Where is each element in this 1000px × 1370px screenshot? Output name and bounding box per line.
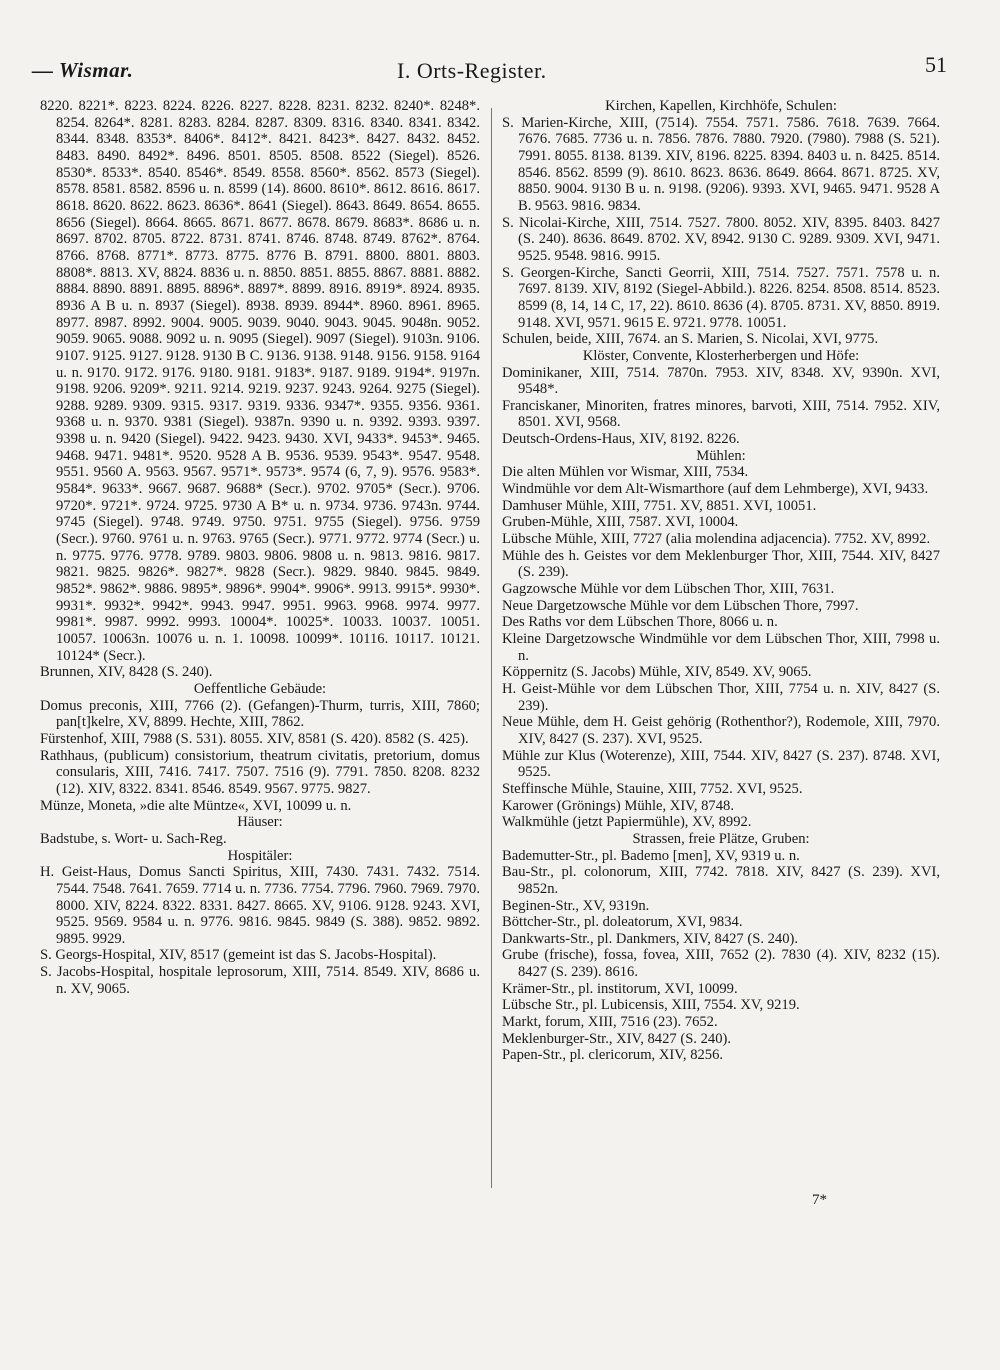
right-index-entry: Deutsch-Ordens-Haus, XIV, 8192. 8226.: [502, 431, 740, 448]
right-index-entry: Mühle zur Klus (Woterenze), XIII, 7544. XIV, 8427 (S. 237). 8748. XVI, 9525.: [502, 747, 940, 781]
left-index-entry: Domus preconis, XIII, 7766 (2). (Gefangen)-Thurm, turris, XIII, 7860; pan[t]kelre, XV, 8899. Hechte, XIII, 7862.: [40, 697, 480, 731]
right-index-entry: Köppernitz (S. Jacobs) Mühle, XIV, 8549. XV, 9065.: [502, 664, 812, 681]
left-index-entry: H. Geist-Haus, Domus Sancti Spiritus, XIII, 7430. 7431. 7432. 7514. 7544. 7548. 7641. 7659. 7714 u. n. 7736. 7754. 7796. 7960. 7969. 7970. 8000. XIV, 8224. 8322. 8331. 8427. 8665. XV, 9106. 9128. 9243. XVI, 9525. 9569. 9584 u. n. 9776. 9816. 9845. 9849 (S. 388). 9852. 9892. 9895. 9929.: [40, 864, 480, 947]
right-index-entry: S. Marien-Kirche, XIII, (7514). 7554. 7571. 7586. 7618. 7639. 7664. 7676. 7685. 7736 u. n. 7856. 7876. 7880. 7920. (7980). 7988 (S. 521). 7991. 8055. 8138. 8139. XIV, 8196. 8225. 8394. 8403 u. n. 8425. 8514. 8546. 8562. 8599 (9). 8610. 8623. 8636. 8649. 8664. 8671. 8725. XV, 8850. 9004. 9130 B u. n. 9198. (9206). 9393. XVI, 9465. 9471. 9528 A B. 9563. 9816. 9834.: [502, 114, 940, 214]
right-index-entry: Krämer-Str., pl. institorum, XVI, 10099.: [502, 980, 738, 997]
right-index-entry: H. Geist-Mühle vor dem Lübschen Thor, XIII, 7754 u. n. XIV, 8427 (S. 239).: [502, 680, 940, 714]
left-index-entry: S. Georgs-Hospital, XIV, 8517 (gemeint ist das S. Jacobs-Hospital).: [40, 947, 437, 964]
right-index-entry: Böttcher-Str., pl. doleatorum, XVI, 9834.: [502, 914, 743, 931]
right-index-entry: Lübsche Str., pl. Lubicensis, XIII, 7554. XV, 9219.: [502, 997, 800, 1014]
right-index-entry: Walkmühle (jetzt Papiermühle), XV, 8992.: [502, 814, 752, 831]
left-index-entry: Rathhaus, (publicum) consistorium, theatrum civitatis, pretorium, domus consularis, XIII, 7416. 7417. 7507. 7516 (9). 7791. 7850. 8208. 8232 (12). XIV, 8322. 8341. 8546. 8549. 9567. 9775. 9827.: [40, 747, 480, 797]
right-index-entry: Kleine Dargetzowsche Windmühle vor dem Lübschen Thor, XIII, 7998 u. n.: [502, 631, 940, 664]
right-index-entry: Gruben-Mühle, XIII, 7587. XVI, 10004.: [502, 514, 739, 531]
right-index-entry: Mühle des h. Geistes vor dem Meklenburger Thor, XIII, 7544. XIV, 8427 (S. 239).: [502, 547, 940, 581]
right-index-entry: Steffinsche Mühle, Stauine, XIII, 7752. XVI, 9525.: [502, 780, 803, 797]
right-index-entry: Papen-Str., pl. clericorum, XIV, 8256.: [502, 1047, 724, 1064]
right-index-entry: Beginen-Str., XV, 9319n.: [502, 897, 650, 914]
right-index-entry: Damhuser Mühle, XIII, 7751. XV, 8851. XVI, 10051.: [502, 497, 817, 514]
right-index-entry: Karower (Grönings) Mühle, XIV, 8748.: [502, 797, 734, 814]
right-index-entry: Grube (frische), fossa, fovea, XIII, 7652 (2). 7830 (4). XIV, 8232 (15). 8427 (S. 239). 8616.: [502, 947, 940, 981]
signature-mark: 7*: [812, 1192, 827, 1208]
right-index-entry: Lübsche Mühle, XIII, 7727 (alia molendina adjacencia). 7752. XV, 8992.: [502, 531, 931, 548]
right-section-heading: Kirchen, Kapellen, Kirchhöfe, Schulen:: [605, 98, 837, 114]
left-index-entry: 8220. 8221*. 8223. 8224. 8226. 8227. 8228. 8231. 8232. 8240*. 8248*. 8254. 8264*. 8281. 8283. 8284. 8287. 8309. 8316. 8340. 8341. 8342. 8344. 8348. 8353*. 8406*. 8412*. 8421. 8423*. 8427. 8432. 8452. 8483. 8490. 8492*. 8496. 8501. 8505. 8508. 8522 (Siegel). 8526. 8530*. 8533*. 8540. 8546*. 8549. 8558. 8560*. 8562. 8573 (Siegel). 8578. 8581. 8582. 8596 u. n. 8599 (14). 8600. 8610*. 8612. 8616. 8617. 8618. 8620. 8622. 8623. 8636*. 8641 (Siegel). 8643. 8649. 8654. 8655. 8656 (Siegel). 8664. 8665. 8671. 8677. 8678. 8679. 8683*. 8686 u. n. 8697. 8702. 8705. 8722. 8731. 8741. 8746. 8748. 8749. 8762*. 8764. 8766. 8768. 8771*. 8773. 8775. 8776 B. 8791. 8800. 8801. 8803. 8808*. 8813. XV, 8824. 8836 u. n. 8850. 8851. 8855. 8867. 8881. 8882. 8884. 8890. 8891. 8895. 8896*. 8897*. 8899. 8916. 8919*. 8924. 8935. 8936 A B u. n. 8937 (Siegel). 8938. 8939. 8944*. 8960. 8961. 8965. 8977. 8987. 8992. 9004. 9005. 9039. 9040. 9043. 9045. 9048n. 9052. 9059. 9065. 9088. 9092 u. n. 9095 (Siegel). 9097 (Siegel). 9103n. 9106. 9107. 9125. 9127. 9128. 9130 B C. 9136. 9138. 9148. 9156. 9158. 9164 u. n. 9170. 9172. 9176. 9180. 9181. 9183*. 9187. 9189. 9194*. 9197n. 9198. 9206. 9209*. 9211. 9214. 9219. 9237. 9243. 9264. 9275 (Siegel). 9288. 9289. 9309. 9315. 9317. 9319. 9336. 9347*. 9355. 9356. 9361. 9368 u. n. 9370. 9381 (Siegel). 9387n. 9390 u. n. 9392. 9393. 9397. 9398 u. n. 9420 (Siegel). 9422. 9423. 9430. XVI, 9433*. 9453*. 9465. 9468. 9471. 9481*. 9520. 9528 A B. 9536. 9539. 9543*. 9547. 9548. 9551. 9560 A. 9563. 9567. 9571*. 9573*. 9574 (6, 7, 9). 9576. 9583*. 9584*. 9633*. 9667. 9687. 9688* (Secr.). 9702. 9705* (Secr.). 9706. 9720*. 9721*. 9724. 9725. 9730 A B* u. n. 9734. 9736. 9743n. 9744. 9745 (Siegel). 9748. 9749. 9750. 9751. 9755 (Siegel). 9756. 9759 (Secr.). 9760. 9761 u. n. 9763. 9765 (Secr.). 9771. 9772. 9774 (Secr.) u. n. 9775. 9776. 9778. 9789. 9803. 9806. 9808 u. n. 9813. 9816. 9817. 9821. 9825. 9826*. 9827*. 9828 (Secr.). 9829. 9840. 9845. 9849. 9852*. 9862*. 9886. 9895*. 9896*. 9904*. 9906*. 9913. 9915*. 9930*. 9931*. 9932*. 9942*. 9943. 9947. 9951. 9963. 9968. 9974. 9977. 9981*. 9987. 9992. 9993. 10004*. 10025*. 10033. 10037. 10051. 10057. 10063n. 10076 u. n. 1. 10098. 10099*. 10116. 10117. 10121. 10124* (Secr.).: [40, 98, 480, 664]
running-head-place: — Wismar.: [32, 58, 134, 82]
right-index-entry: Bau-Str., pl. colonorum, XIII, 7742. 7818. XIV, 8427 (S. 239). XVI, 9852n.: [502, 864, 940, 897]
right-index-entry: Neue Dargetzowsche Mühle vor dem Lübschen Thore, 7997.: [502, 597, 859, 614]
right-index-entry: Dominikaner, XIII, 7514. 7870n. 7953. XIV, 8348. XV, 9390n. XVI, 9548*.: [502, 364, 940, 398]
left-section-heading: Oeffentliche Gebäude:: [193, 680, 327, 697]
right-index-entry: S. Nicolai-Kirche, XIII, 7514. 7527. 7800. 8052. XIV, 8395. 8403. 8427 (S. 240). 8636. 8649. 8702. XV, 8942. 9130 C. 9289. 9309. XVI, 9471. 9525. 9548. 9816. 9915.: [502, 214, 940, 264]
running-head-title: I. Orts-Register.: [397, 58, 547, 83]
page-number: 51: [925, 52, 947, 77]
right-index-entry: Schulen, beide, XIII, 7674. an S. Marien, S. Nicolai, XVI, 9775.: [502, 331, 879, 348]
left-index-entry: Fürstenhof, XIII, 7988 (S. 531). 8055. XIV, 8581 (S. 420). 8582 (S. 425).: [40, 730, 469, 747]
left-index-entry: S. Jacobs-Hospital, hospitale leprosorum, XIII, 7514. 8549. XIV, 8686 u. n. XV, 9065.: [40, 964, 480, 997]
left-index-entry: Brunnen, XIV, 8428 (S. 240).: [40, 664, 213, 681]
right-section-heading: Strassen, freie Plätze, Gruben:: [632, 830, 810, 847]
page-header: [32, 52, 947, 94]
right-index-entry: Markt, forum, XIII, 7516 (23). 7652.: [502, 1014, 718, 1031]
right-index-entry: Bademutter-Str., pl. Bademo [men], XV, 9319 u. n.: [502, 847, 800, 864]
right-index-entry: Die alten Mühlen vor Wismar, XIII, 7534.: [502, 464, 749, 481]
right-index-entry: Gagzowsche Mühle vor dem Lübschen Thor, XIII, 7631.: [502, 581, 835, 598]
right-index-entry: Windmühle vor dem Alt-Wismarthore (auf dem Lehmberge), XVI, 9433.: [502, 481, 929, 498]
right-index-entry: Meklenburger-Str., XIV, 8427 (S. 240).: [502, 1030, 732, 1047]
right-index-entry: Neue Mühle, dem H. Geist gehörig (Rothenthor?), Rodemole, XIII, 7970. XIV, 8427 (S. 237). XVI, 9525.: [502, 714, 940, 747]
left-column: [40, 98, 480, 997]
right-index-entry: Dankwarts-Str., pl. Dankmers, XIV, 8427 (S. 240).: [502, 930, 799, 947]
right-index-entry: Des Raths vor dem Lübschen Thore, 8066 u. n.: [502, 614, 778, 631]
left-index-entry: Badstube, s. Wort- u. Sach-Reg.: [40, 830, 227, 847]
right-section-heading: Mühlen:: [696, 447, 746, 464]
right-index-entry: Franciskaner, Minoriten, fratres minores, barvoti, XIII, 7514. 7952. XIV, 8501. XVI, 9568.: [502, 397, 940, 431]
right-index-entry: S. Georgen-Kirche, Sancti Georrii, XIII, 7514. 7527. 7571. 7578 u. n. 7697. 8139. XIV, 8192 (Siegel-Abbild.). 8226. 8254. 8508. 8514. 8523. 8599 (8, 14, 14 C, 17, 22). 8610. 8636 (4). 8705. 8731. XV, 8850. 8919. 9148. XVI, 9571. 9615 E. 9721. 9778. 10051.: [502, 264, 940, 331]
left-index-entry: Münze, Moneta, »die alte Müntze«, XVI, 10099 u. n.: [40, 797, 352, 814]
right-column: [502, 98, 940, 1064]
column-divider: [491, 108, 492, 1188]
right-section-heading: Klöster, Convente, Klosterherbergen und Höfe:: [582, 347, 860, 364]
left-section-heading: Hospitäler:: [227, 847, 293, 864]
left-section-heading: Häuser:: [237, 814, 283, 831]
